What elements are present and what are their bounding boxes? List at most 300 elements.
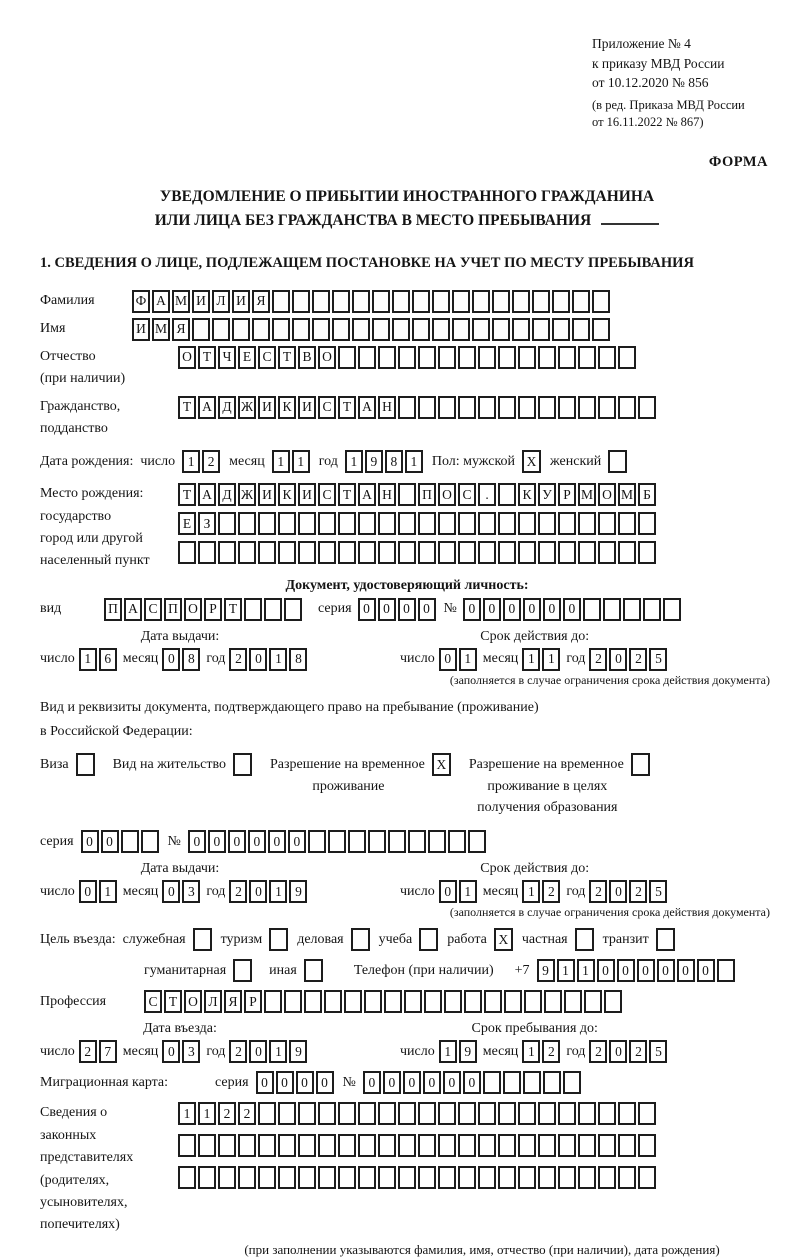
- residence-issue-day-cells[interactable]: [79, 880, 119, 903]
- char-cell[interactable]: [478, 1166, 496, 1189]
- char-cell[interactable]: [544, 990, 562, 1013]
- char-cell[interactable]: .: [478, 483, 496, 506]
- char-cell[interactable]: [233, 959, 252, 982]
- char-cell[interactable]: [432, 318, 450, 341]
- char-cell[interactable]: [608, 450, 627, 473]
- char-cell[interactable]: 8: [289, 648, 307, 671]
- char-cell[interactable]: 0: [249, 648, 267, 671]
- char-cell[interactable]: [543, 1071, 561, 1094]
- char-cell[interactable]: [298, 1134, 316, 1157]
- citizenship-cells[interactable]: [178, 396, 658, 419]
- char-cell[interactable]: [212, 318, 230, 341]
- char-cell[interactable]: [352, 290, 370, 313]
- char-cell[interactable]: 0: [523, 598, 541, 621]
- char-cell[interactable]: [358, 346, 376, 369]
- char-cell[interactable]: [218, 541, 236, 564]
- char-cell[interactable]: [518, 1102, 536, 1125]
- char-cell[interactable]: И: [258, 483, 276, 506]
- char-cell[interactable]: [717, 959, 735, 982]
- char-cell[interactable]: [418, 396, 436, 419]
- char-cell[interactable]: [372, 290, 390, 313]
- residence-expiry-year-cells[interactable]: [589, 880, 669, 903]
- stay-day-cells[interactable]: [439, 1040, 479, 1063]
- char-cell[interactable]: [384, 990, 402, 1013]
- char-cell[interactable]: А: [198, 396, 216, 419]
- char-cell[interactable]: [518, 512, 536, 535]
- char-cell[interactable]: [452, 318, 470, 341]
- char-cell[interactable]: 0: [358, 598, 376, 621]
- char-cell[interactable]: [618, 1102, 636, 1125]
- profession-cells[interactable]: [144, 990, 624, 1013]
- char-cell[interactable]: [318, 541, 336, 564]
- char-cell[interactable]: [304, 990, 322, 1013]
- birthplace-row1-cells[interactable]: [178, 483, 658, 506]
- char-cell[interactable]: 0: [208, 830, 226, 853]
- residence-number-cells[interactable]: [188, 830, 488, 853]
- char-cell[interactable]: Д: [218, 396, 236, 419]
- char-cell[interactable]: 0: [677, 959, 695, 982]
- char-cell[interactable]: [478, 541, 496, 564]
- surname-cells[interactable]: [132, 290, 612, 313]
- char-cell[interactable]: [623, 598, 641, 621]
- char-cell[interactable]: [498, 1134, 516, 1157]
- char-cell[interactable]: [358, 512, 376, 535]
- migration-series-cells[interactable]: [256, 1071, 336, 1094]
- char-cell[interactable]: [598, 541, 616, 564]
- char-cell[interactable]: [472, 290, 490, 313]
- char-cell[interactable]: Я: [252, 290, 270, 313]
- char-cell[interactable]: [258, 541, 276, 564]
- char-cell[interactable]: [418, 346, 436, 369]
- char-cell[interactable]: [408, 830, 426, 853]
- representatives-row1-cells[interactable]: [178, 1102, 658, 1125]
- char-cell[interactable]: [312, 318, 330, 341]
- char-cell[interactable]: [558, 512, 576, 535]
- char-cell[interactable]: [598, 1166, 616, 1189]
- char-cell[interactable]: [378, 512, 396, 535]
- doc-issue-day-cells[interactable]: [79, 648, 119, 671]
- doc-series-cells[interactable]: [358, 598, 438, 621]
- char-cell[interactable]: [264, 990, 282, 1013]
- birthdate-day-cells[interactable]: [182, 450, 222, 473]
- char-cell[interactable]: 2: [542, 1040, 560, 1063]
- char-cell[interactable]: 2: [202, 450, 220, 473]
- char-cell[interactable]: [378, 1134, 396, 1157]
- char-cell[interactable]: Л: [212, 290, 230, 313]
- char-cell[interactable]: [398, 1166, 416, 1189]
- char-cell[interactable]: П: [418, 483, 436, 506]
- char-cell[interactable]: 0: [296, 1071, 314, 1094]
- sex-male-checkbox[interactable]: [522, 450, 543, 473]
- char-cell[interactable]: [364, 990, 382, 1013]
- char-cell[interactable]: [598, 346, 616, 369]
- char-cell[interactable]: 2: [79, 1040, 97, 1063]
- char-cell[interactable]: В: [298, 346, 316, 369]
- char-cell[interactable]: [538, 1134, 556, 1157]
- char-cell[interactable]: [398, 1102, 416, 1125]
- doc-type-cells[interactable]: [104, 598, 304, 621]
- char-cell[interactable]: С: [458, 483, 476, 506]
- char-cell[interactable]: 1: [459, 880, 477, 903]
- char-cell[interactable]: [198, 1134, 216, 1157]
- char-cell[interactable]: И: [298, 396, 316, 419]
- char-cell[interactable]: [484, 990, 502, 1013]
- char-cell[interactable]: Б: [638, 483, 656, 506]
- char-cell[interactable]: [338, 512, 356, 535]
- char-cell[interactable]: [512, 290, 530, 313]
- char-cell[interactable]: [503, 1071, 521, 1094]
- char-cell[interactable]: И: [298, 483, 316, 506]
- char-cell[interactable]: 2: [629, 880, 647, 903]
- char-cell[interactable]: [552, 318, 570, 341]
- char-cell[interactable]: 0: [268, 830, 286, 853]
- char-cell[interactable]: 0: [609, 648, 627, 671]
- char-cell[interactable]: [244, 598, 262, 621]
- char-cell[interactable]: [398, 483, 416, 506]
- char-cell[interactable]: Д: [218, 483, 236, 506]
- char-cell[interactable]: [404, 990, 422, 1013]
- purpose-private-checkbox[interactable]: [575, 928, 596, 951]
- char-cell[interactable]: 1: [292, 450, 310, 473]
- char-cell[interactable]: [478, 512, 496, 535]
- doc-number-cells[interactable]: [463, 598, 683, 621]
- char-cell[interactable]: 0: [101, 830, 119, 853]
- char-cell[interactable]: [178, 1166, 196, 1189]
- char-cell[interactable]: [418, 1102, 436, 1125]
- char-cell[interactable]: [638, 1134, 656, 1157]
- char-cell[interactable]: [308, 830, 326, 853]
- char-cell[interactable]: [598, 396, 616, 419]
- char-cell[interactable]: 0: [378, 598, 396, 621]
- char-cell[interactable]: [438, 541, 456, 564]
- char-cell[interactable]: [458, 512, 476, 535]
- char-cell[interactable]: [598, 1102, 616, 1125]
- char-cell[interactable]: 0: [617, 959, 635, 982]
- char-cell[interactable]: У: [538, 483, 556, 506]
- char-cell[interactable]: [532, 318, 550, 341]
- char-cell[interactable]: К: [278, 483, 296, 506]
- char-cell[interactable]: [328, 830, 346, 853]
- char-cell[interactable]: [238, 541, 256, 564]
- char-cell[interactable]: С: [258, 346, 276, 369]
- char-cell[interactable]: 5: [649, 880, 667, 903]
- char-cell[interactable]: [538, 512, 556, 535]
- char-cell[interactable]: 1: [522, 880, 540, 903]
- char-cell[interactable]: [412, 318, 430, 341]
- char-cell[interactable]: [592, 290, 610, 313]
- char-cell[interactable]: [438, 512, 456, 535]
- char-cell[interactable]: И: [192, 290, 210, 313]
- char-cell[interactable]: 0: [188, 830, 206, 853]
- edu-permit-checkbox[interactable]: [631, 753, 652, 776]
- entry-year-cells[interactable]: [229, 1040, 309, 1063]
- char-cell[interactable]: [438, 1102, 456, 1125]
- char-cell[interactable]: [358, 1102, 376, 1125]
- doc-expiry-month-cells[interactable]: [522, 648, 562, 671]
- char-cell[interactable]: [524, 990, 542, 1013]
- char-cell[interactable]: [578, 396, 596, 419]
- char-cell[interactable]: [351, 928, 370, 951]
- char-cell[interactable]: Р: [204, 598, 222, 621]
- char-cell[interactable]: 1: [198, 1102, 216, 1125]
- char-cell[interactable]: [198, 541, 216, 564]
- char-cell[interactable]: [278, 541, 296, 564]
- purpose-other-checkbox[interactable]: [304, 959, 325, 982]
- char-cell[interactable]: 5: [649, 1040, 667, 1063]
- char-cell[interactable]: [418, 1166, 436, 1189]
- char-cell[interactable]: [218, 1134, 236, 1157]
- char-cell[interactable]: [523, 1071, 541, 1094]
- char-cell[interactable]: С: [144, 598, 162, 621]
- char-cell[interactable]: [438, 1134, 456, 1157]
- char-cell[interactable]: [558, 1166, 576, 1189]
- char-cell[interactable]: 0: [439, 880, 457, 903]
- char-cell[interactable]: [298, 1102, 316, 1125]
- char-cell[interactable]: К: [518, 483, 536, 506]
- char-cell[interactable]: [298, 512, 316, 535]
- char-cell[interactable]: [572, 290, 590, 313]
- char-cell[interactable]: [458, 346, 476, 369]
- char-cell[interactable]: [458, 1166, 476, 1189]
- char-cell[interactable]: [572, 318, 590, 341]
- char-cell[interactable]: [378, 1166, 396, 1189]
- char-cell[interactable]: [358, 1166, 376, 1189]
- char-cell[interactable]: 0: [597, 959, 615, 982]
- char-cell[interactable]: [518, 1166, 536, 1189]
- char-cell[interactable]: О: [184, 990, 202, 1013]
- char-cell[interactable]: [638, 1166, 656, 1189]
- char-cell[interactable]: [392, 290, 410, 313]
- char-cell[interactable]: 2: [589, 1040, 607, 1063]
- char-cell[interactable]: [444, 990, 462, 1013]
- char-cell[interactable]: Т: [198, 346, 216, 369]
- char-cell[interactable]: 1: [79, 648, 97, 671]
- char-cell[interactable]: [344, 990, 362, 1013]
- birthdate-month-cells[interactable]: [272, 450, 312, 473]
- char-cell[interactable]: П: [104, 598, 122, 621]
- char-cell[interactable]: [198, 1166, 216, 1189]
- char-cell[interactable]: [218, 1166, 236, 1189]
- char-cell[interactable]: [603, 598, 621, 621]
- char-cell[interactable]: Т: [224, 598, 242, 621]
- char-cell[interactable]: М: [152, 318, 170, 341]
- char-cell[interactable]: [575, 928, 594, 951]
- char-cell[interactable]: [498, 346, 516, 369]
- char-cell[interactable]: 0: [162, 648, 180, 671]
- char-cell[interactable]: [378, 1102, 396, 1125]
- char-cell[interactable]: [284, 990, 302, 1013]
- char-cell[interactable]: 1: [522, 648, 540, 671]
- char-cell[interactable]: [483, 1071, 501, 1094]
- entry-month-cells[interactable]: [162, 1040, 202, 1063]
- doc-expiry-day-cells[interactable]: [439, 648, 479, 671]
- char-cell[interactable]: [258, 512, 276, 535]
- char-cell[interactable]: 0: [249, 1040, 267, 1063]
- char-cell[interactable]: 0: [637, 959, 655, 982]
- doc-issue-year-cells[interactable]: [229, 648, 309, 671]
- char-cell[interactable]: 0: [697, 959, 715, 982]
- char-cell[interactable]: [638, 541, 656, 564]
- char-cell[interactable]: 8: [385, 450, 403, 473]
- char-cell[interactable]: [398, 512, 416, 535]
- char-cell[interactable]: 1: [269, 880, 287, 903]
- char-cell[interactable]: [552, 290, 570, 313]
- residence-expiry-month-cells[interactable]: [522, 880, 562, 903]
- char-cell[interactable]: А: [152, 290, 170, 313]
- temp-permit-checkbox[interactable]: [432, 753, 453, 776]
- purpose-business-checkbox[interactable]: [351, 928, 372, 951]
- char-cell[interactable]: [398, 346, 416, 369]
- char-cell[interactable]: Т: [278, 346, 296, 369]
- char-cell[interactable]: [438, 396, 456, 419]
- char-cell[interactable]: [418, 541, 436, 564]
- char-cell[interactable]: X: [432, 753, 451, 776]
- char-cell[interactable]: [298, 1166, 316, 1189]
- char-cell[interactable]: [563, 1071, 581, 1094]
- char-cell[interactable]: [564, 990, 582, 1013]
- purpose-humanitarian-checkbox[interactable]: [233, 959, 254, 982]
- char-cell[interactable]: [398, 396, 416, 419]
- residence-permit-checkbox[interactable]: [233, 753, 254, 776]
- char-cell[interactable]: [438, 346, 456, 369]
- char-cell[interactable]: [538, 396, 556, 419]
- char-cell[interactable]: 7: [99, 1040, 117, 1063]
- char-cell[interactable]: 0: [288, 830, 306, 853]
- char-cell[interactable]: 0: [383, 1071, 401, 1094]
- entry-day-cells[interactable]: [79, 1040, 119, 1063]
- char-cell[interactable]: [258, 1134, 276, 1157]
- char-cell[interactable]: 0: [609, 1040, 627, 1063]
- char-cell[interactable]: 0: [162, 880, 180, 903]
- char-cell[interactable]: 0: [439, 648, 457, 671]
- char-cell[interactable]: 1: [577, 959, 595, 982]
- char-cell[interactable]: [372, 318, 390, 341]
- char-cell[interactable]: [558, 1134, 576, 1157]
- char-cell[interactable]: 0: [543, 598, 561, 621]
- char-cell[interactable]: [458, 541, 476, 564]
- char-cell[interactable]: Т: [338, 483, 356, 506]
- char-cell[interactable]: Ж: [238, 483, 256, 506]
- char-cell[interactable]: 1: [182, 450, 200, 473]
- char-cell[interactable]: [252, 318, 270, 341]
- char-cell[interactable]: [492, 318, 510, 341]
- char-cell[interactable]: [592, 318, 610, 341]
- char-cell[interactable]: 2: [229, 1040, 247, 1063]
- char-cell[interactable]: А: [124, 598, 142, 621]
- char-cell[interactable]: [452, 290, 470, 313]
- doc-issue-month-cells[interactable]: [162, 648, 202, 671]
- char-cell[interactable]: 2: [229, 648, 247, 671]
- char-cell[interactable]: X: [494, 928, 513, 951]
- char-cell[interactable]: [578, 1166, 596, 1189]
- char-cell[interactable]: [348, 830, 366, 853]
- char-cell[interactable]: [338, 346, 356, 369]
- char-cell[interactable]: 0: [276, 1071, 294, 1094]
- char-cell[interactable]: И: [232, 290, 250, 313]
- char-cell[interactable]: [278, 1166, 296, 1189]
- char-cell[interactable]: [278, 1134, 296, 1157]
- char-cell[interactable]: 1: [178, 1102, 196, 1125]
- patronymic-cells[interactable]: [178, 346, 638, 369]
- char-cell[interactable]: [663, 598, 681, 621]
- char-cell[interactable]: 0: [463, 598, 481, 621]
- char-cell[interactable]: К: [278, 396, 296, 419]
- char-cell[interactable]: [398, 1134, 416, 1157]
- birthdate-year-cells[interactable]: [345, 450, 425, 473]
- char-cell[interactable]: 1: [269, 648, 287, 671]
- purpose-official-checkbox[interactable]: [193, 928, 214, 951]
- char-cell[interactable]: [468, 830, 486, 853]
- char-cell[interactable]: [618, 346, 636, 369]
- char-cell[interactable]: [458, 1134, 476, 1157]
- char-cell[interactable]: [218, 512, 236, 535]
- char-cell[interactable]: [538, 1166, 556, 1189]
- char-cell[interactable]: 0: [256, 1071, 274, 1094]
- char-cell[interactable]: 1: [345, 450, 363, 473]
- char-cell[interactable]: [492, 290, 510, 313]
- char-cell[interactable]: 9: [459, 1040, 477, 1063]
- char-cell[interactable]: Р: [244, 990, 262, 1013]
- char-cell[interactable]: [504, 990, 522, 1013]
- residence-expiry-day-cells[interactable]: [439, 880, 479, 903]
- char-cell[interactable]: 0: [443, 1071, 461, 1094]
- char-cell[interactable]: [498, 512, 516, 535]
- char-cell[interactable]: [618, 1134, 636, 1157]
- char-cell[interactable]: 2: [238, 1102, 256, 1125]
- representatives-row2-cells[interactable]: [178, 1134, 658, 1157]
- char-cell[interactable]: 1: [269, 1040, 287, 1063]
- char-cell[interactable]: 0: [249, 880, 267, 903]
- char-cell[interactable]: [538, 1102, 556, 1125]
- char-cell[interactable]: [292, 290, 310, 313]
- char-cell[interactable]: [498, 1166, 516, 1189]
- char-cell[interactable]: [76, 753, 95, 776]
- char-cell[interactable]: А: [198, 483, 216, 506]
- char-cell[interactable]: [338, 1102, 356, 1125]
- char-cell[interactable]: [233, 753, 252, 776]
- migration-number-cells[interactable]: [363, 1071, 583, 1094]
- char-cell[interactable]: [193, 928, 212, 951]
- char-cell[interactable]: [332, 318, 350, 341]
- visa-checkbox[interactable]: [76, 753, 97, 776]
- char-cell[interactable]: [604, 990, 622, 1013]
- char-cell[interactable]: 1: [522, 1040, 540, 1063]
- char-cell[interactable]: [618, 541, 636, 564]
- char-cell[interactable]: О: [184, 598, 202, 621]
- char-cell[interactable]: [238, 512, 256, 535]
- char-cell[interactable]: [278, 512, 296, 535]
- char-cell[interactable]: [558, 346, 576, 369]
- char-cell[interactable]: Т: [178, 396, 196, 419]
- char-cell[interactable]: 9: [289, 880, 307, 903]
- char-cell[interactable]: 6: [99, 648, 117, 671]
- char-cell[interactable]: [656, 928, 675, 951]
- char-cell[interactable]: [638, 512, 656, 535]
- char-cell[interactable]: 2: [589, 880, 607, 903]
- char-cell[interactable]: 1: [405, 450, 423, 473]
- char-cell[interactable]: [419, 928, 438, 951]
- char-cell[interactable]: [448, 830, 466, 853]
- char-cell[interactable]: [269, 928, 288, 951]
- char-cell[interactable]: 5: [649, 648, 667, 671]
- purpose-tourism-checkbox[interactable]: [269, 928, 290, 951]
- char-cell[interactable]: [538, 346, 556, 369]
- char-cell[interactable]: 2: [629, 1040, 647, 1063]
- char-cell[interactable]: 0: [418, 598, 436, 621]
- char-cell[interactable]: Е: [238, 346, 256, 369]
- char-cell[interactable]: [378, 346, 396, 369]
- char-cell[interactable]: [272, 318, 290, 341]
